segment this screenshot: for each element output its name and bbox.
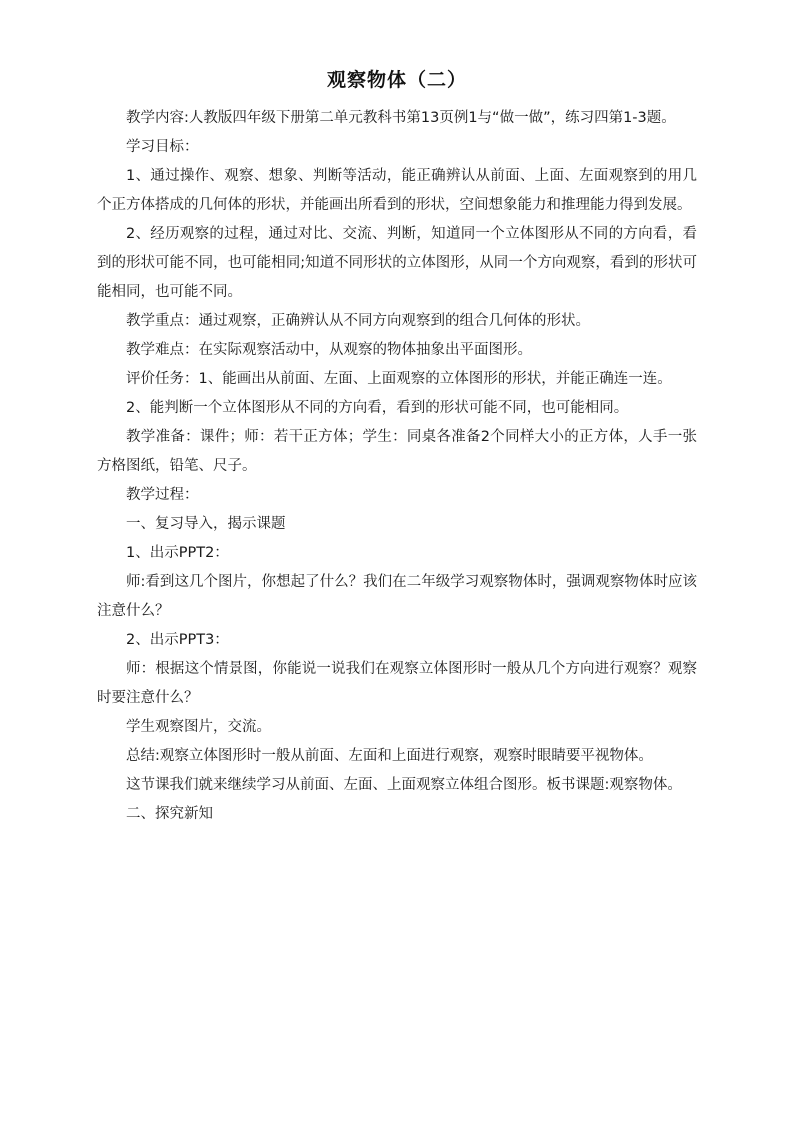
paragraph-ppt2: 1、出示PPT2： [126, 545, 229, 561]
paragraph-goal-1: 1、通过操作、观察、想象、判断等活动，能正确辨认从前面、上面、左面观察到的用几个正方体搭成的几何体的形状，并能画出所看到的形状，空间想象能力和推理能力得到发展。 [97, 168, 697, 213]
paragraph-lesson-intro: 这节课我们就来继续学习从前面、左面、上面观察立体组合图形。板书课题:观察物体。 [126, 777, 682, 793]
paragraph-goal-2: 2、经历观察的过程，通过对比、交流、判断，知道同一个立体图形从不同的方向看，看到的形状可能不同，也可能相同;知道不同形状的立体图形，从同一个方向观察，看到的形状可能相同，也可能不同。 [97, 226, 697, 300]
paragraph-process-heading: 教学过程： [126, 487, 199, 503]
paragraph-learning-goals-heading: 学习目标： [126, 139, 199, 155]
paragraph-assessment-2: 2、能判断一个立体图形从不同的方向看，看到的形状可能不同，也可能相同。 [126, 400, 629, 416]
paragraph-difficulty: 教学难点：在实际观察活动中，从观察的物体抽象出平面图形。 [126, 342, 532, 358]
paragraph-student-activity: 学生观察图片，交流。 [126, 719, 271, 735]
paragraph-key-point: 教学重点：通过观察，正确辨认从不同方向观察到的组合几何体的形状。 [126, 313, 590, 329]
paragraph-teacher-question-1: 师:看到这几个图片，你想起了什么？我们在二年级学习观察物体时，强调观察物体时应该注意什么？ [97, 574, 697, 619]
page-title: 观察物体（二） [326, 69, 467, 91]
section-heading-review: 一、复习导入，揭示课题 [126, 516, 286, 532]
paragraph-preparation: 教学准备：课件；师：若干正方体；学生：同桌各准备2个同样大小的正方体，人手一张方格图纸，铅笔、尺子。 [97, 429, 697, 474]
section-heading-explore: 二、探究新知 [126, 806, 213, 822]
paragraph-ppt3: 2、出示PPT3： [126, 632, 229, 648]
document-body [97, 104, 697, 829]
paragraph-summary: 总结:观察立体图形时一般从前面、左面和上面进行观察，观察时眼睛要平视物体。 [126, 748, 653, 764]
paragraph-teacher-question-2: 师：根据这个情景图，你能说一说我们在观察立体图形时一般从几个方向进行观察？观察时要注意什么？ [97, 661, 697, 706]
paragraph-assessment-1: 评价任务：1、能画出从前面、左面、上面观察的立体图形的形状，并能正确连一连。 [126, 371, 672, 387]
paragraph-teaching-content: 教学内容:人教版四年级下册第二单元教科书第13页例1与“做一做”，练习四第1-3题。 [126, 110, 676, 126]
